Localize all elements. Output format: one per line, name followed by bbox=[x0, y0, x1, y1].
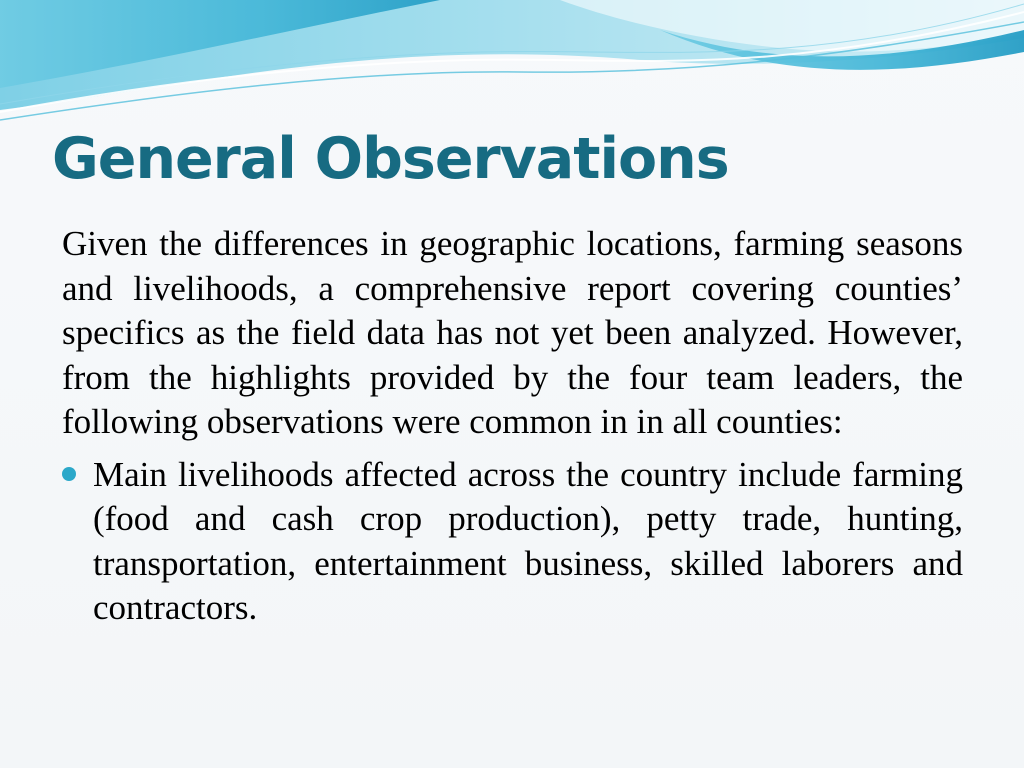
bullet-item bbox=[62, 453, 963, 631]
bullet-text: Main livelihoods affected across the country include farming (food and cash crop production), petty trade, hunting, transportation, entertainment business, skilled laborers and contractors. bbox=[93, 454, 963, 627]
intro-paragraph: Given the differences in geographic locations, farming seasons and livelihoods, a comprehensive report covering counties’ specifics as the field data has not yet been analyzed. However, from the highlights provided by the four team leaders, the following observations were common in in all counties: bbox=[62, 224, 963, 441]
slide-body bbox=[62, 222, 963, 631]
bullet-list bbox=[62, 453, 963, 631]
bullet-dot-icon bbox=[62, 467, 76, 481]
slide-title: General Observations bbox=[52, 126, 729, 192]
header-wave-decoration bbox=[0, 0, 1024, 130]
